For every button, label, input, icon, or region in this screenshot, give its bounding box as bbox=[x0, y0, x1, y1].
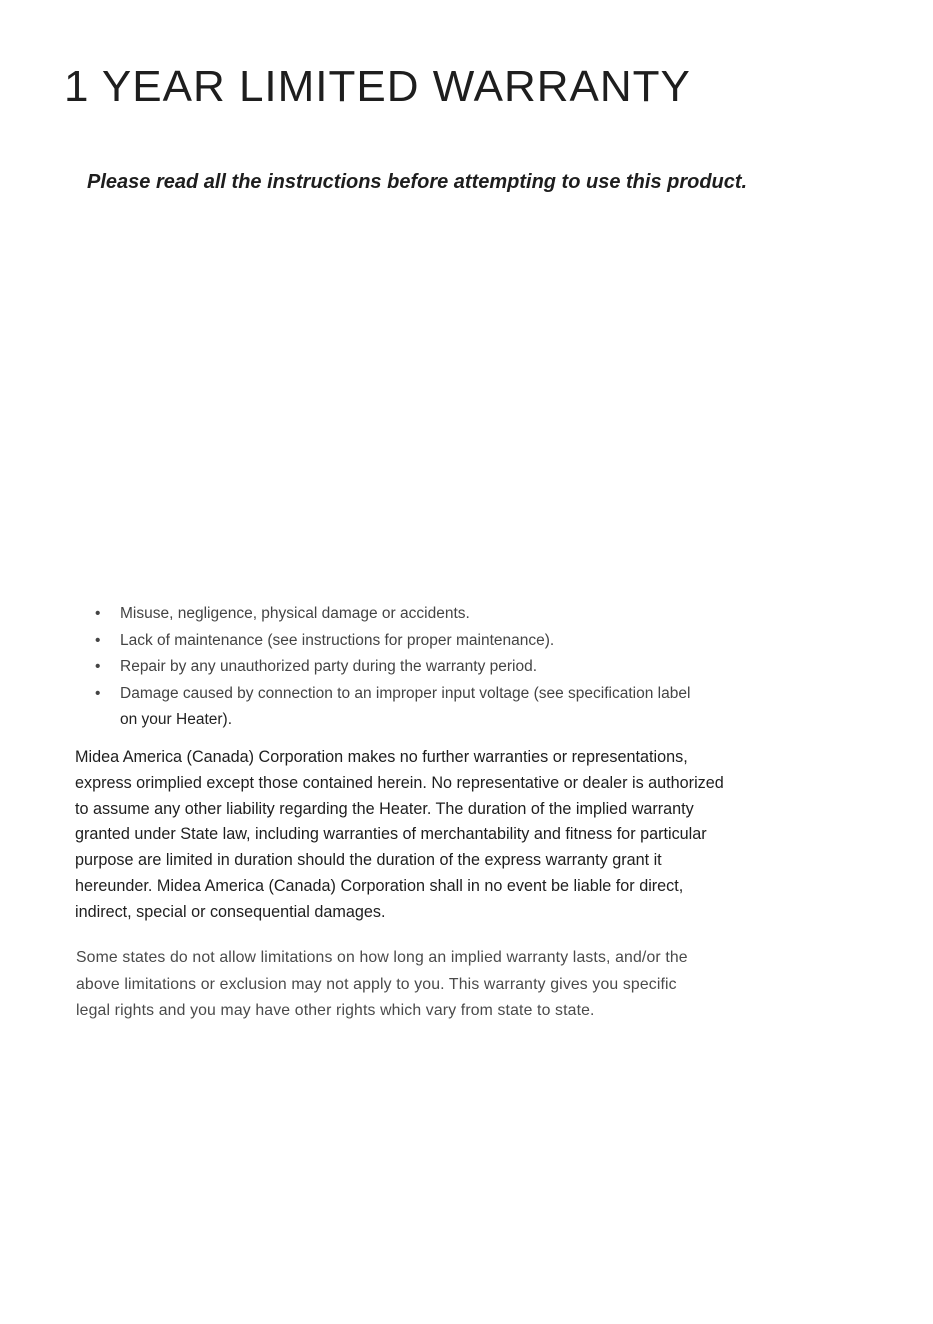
exclusion-text: Damage caused by connection to an improper input voltage (see specification label bbox=[120, 684, 691, 702]
warranty-disclaimer-paragraph bbox=[75, 745, 865, 926]
bullet-icon: • bbox=[95, 684, 101, 702]
exclusion-item bbox=[92, 681, 852, 734]
disclaimer-line: granted under State law, including warranties of merchantability and fitness for particular bbox=[75, 825, 707, 844]
state-rights-paragraph bbox=[76, 945, 866, 1025]
state-rights-line: above limitations or exclusion may not apply to you. This warranty gives you specific bbox=[76, 975, 677, 993]
bullet-icon: • bbox=[95, 658, 101, 675]
disclaimer-line: to assume any other liability regarding the Heater. The duration of the implied warranty bbox=[75, 799, 694, 818]
exclusion-text-continuation: on your Heater). bbox=[120, 711, 232, 728]
exclusion-text: Repair by any unauthorized party during the warranty period. bbox=[120, 658, 538, 675]
bullet-icon: • bbox=[95, 631, 101, 649]
disclaimer-line: hereunder. Midea America (Canada) Corporation shall in no event be liable for direct, bbox=[75, 876, 684, 895]
exclusion-item bbox=[92, 601, 852, 628]
exclusion-item bbox=[92, 654, 852, 681]
disclaimer-line: Midea America (Canada) Corporation makes no further warranties or representations, bbox=[75, 748, 688, 766]
disclaimer-line: express orimplied except those contained herein. No representative or dealer is authorized bbox=[75, 773, 724, 792]
page-title: 1 YEAR LIMITED WARRANTY bbox=[64, 62, 691, 111]
exclusion-text: Lack of maintenance (see instructions for proper maintenance). bbox=[120, 631, 555, 649]
state-rights-line: Some states do not allow limitations on how long an implied warranty lasts, and/or the bbox=[76, 949, 688, 966]
exclusion-item bbox=[92, 628, 852, 655]
exclusion-text: Misuse, negligence, physical damage or accidents. bbox=[120, 605, 470, 622]
disclaimer-line: purpose are limited in duration should the duration of the express warranty grant it bbox=[75, 851, 662, 870]
disclaimer-line: indirect, special or consequential damages. bbox=[75, 902, 386, 921]
instructions-notice: Please read all the instructions before attempting to use this product. bbox=[87, 171, 748, 193]
state-rights-line: legal rights and you may have other rights which vary from state to state. bbox=[76, 1002, 595, 1019]
warranty-exclusions-list bbox=[92, 601, 852, 734]
bullet-icon: • bbox=[95, 605, 101, 622]
